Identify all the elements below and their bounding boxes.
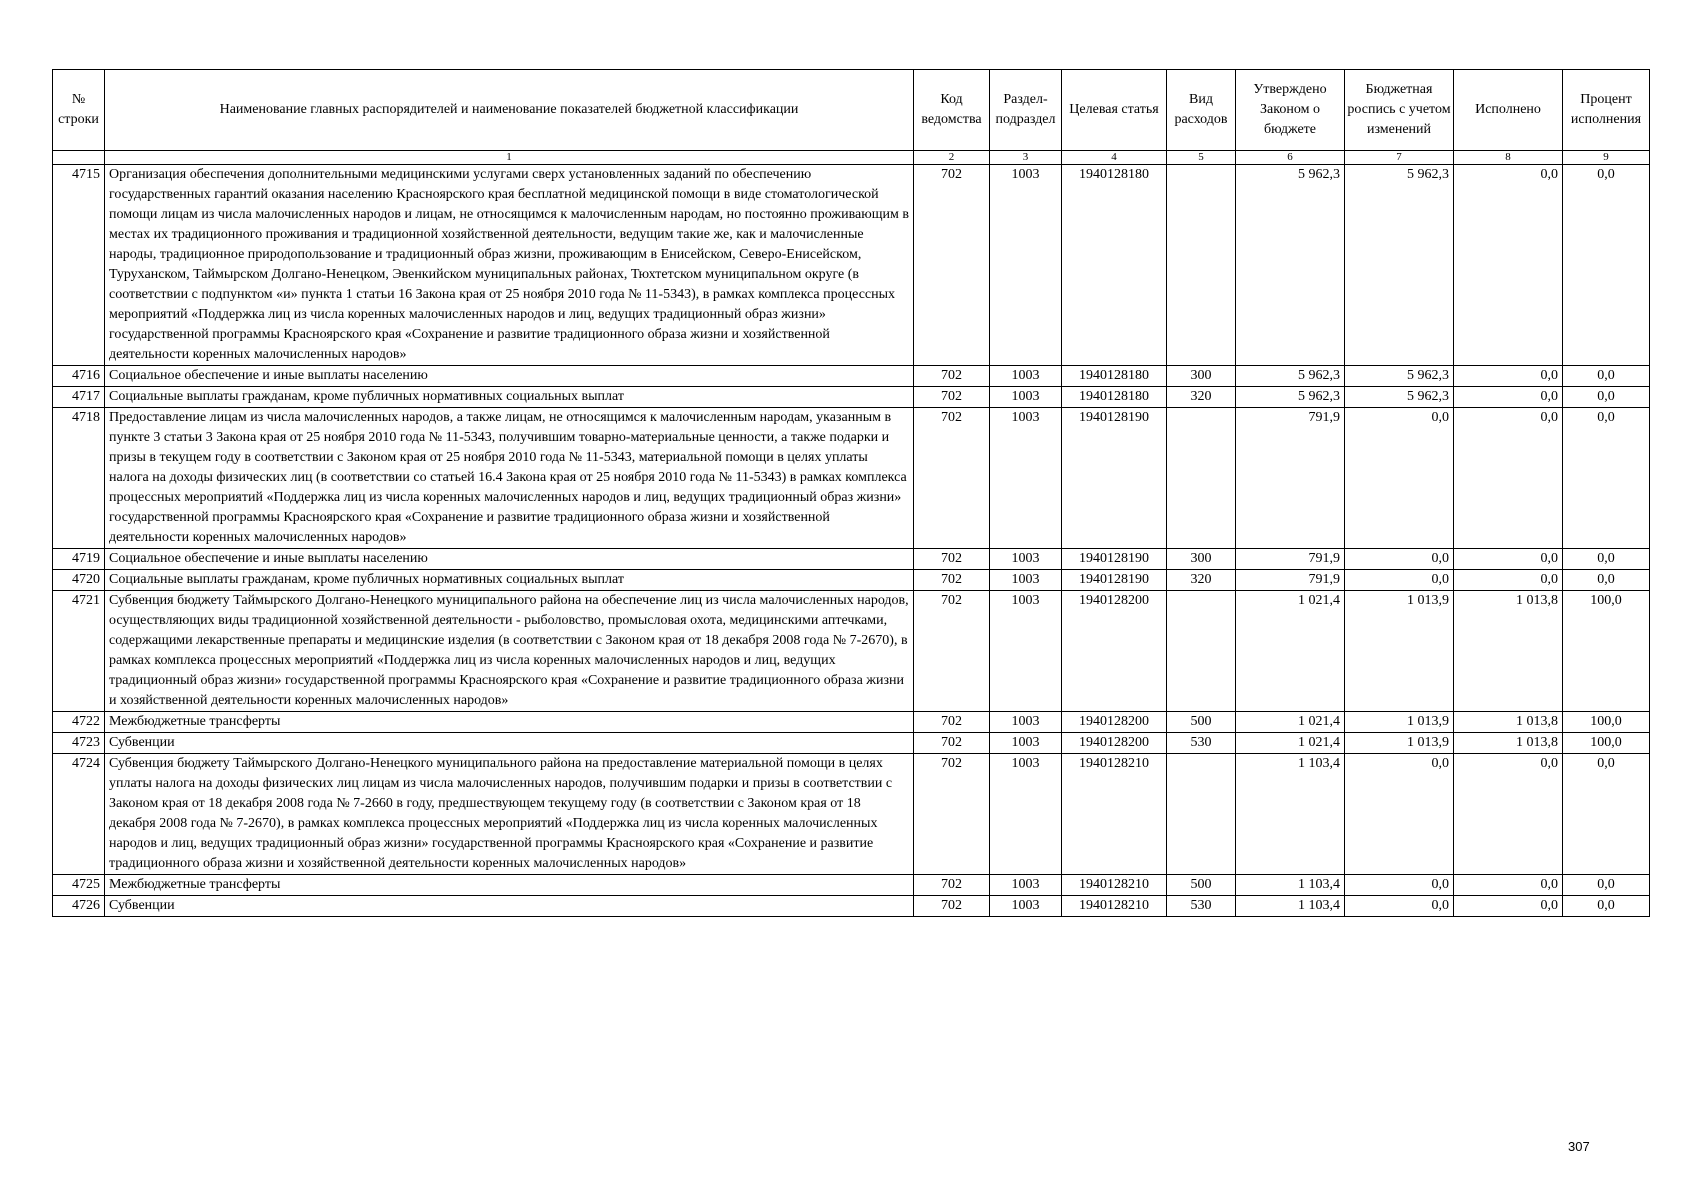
column-number: 5 [1167,151,1236,165]
executed-amount: 1 013,8 [1454,733,1563,754]
header-name: Наименование главных распорядителей и наименование показателей бюджетной классификации [105,70,914,151]
table-row [53,366,1650,387]
header-expense-type: Вид расходов [1167,70,1236,151]
execution-percent: 0,0 [1563,366,1650,387]
section-code: 1003 [990,165,1062,366]
target-article: 1940128210 [1062,896,1167,917]
page-number: 307 [1568,1139,1590,1154]
expense-type [1167,591,1236,712]
department-code: 702 [914,754,990,875]
expense-type [1167,165,1236,366]
schedule-amount: 5 962,3 [1345,366,1454,387]
table-row [53,165,1650,366]
header-executed: Исполнено [1454,70,1563,151]
table-header-row [53,70,1650,151]
table-row [53,896,1650,917]
row-name: Организация обеспечения дополнительными медицинскими услугами сверх установленных заданий по обеспечению государственных гарантий оказания населению Красноярского края бесплатной медицинской помощи в виде стоматологической помощи лицам из числа малочисленных народов и лицам, не относящимся к малочисленным народам, но постоянно проживающим в местах их традиционного проживания и традиционной хозяйственной деятельности, ведущим такие же, как и малочисленные народы, традиционное природопользование и традиционный образ жизни, проживающим в Енисейском, Северо-Енисейском, Туруханском, Таймырском Долгано-Ненецком, Эвенкийском муниципальных районах, Тюхтетском муниципальном округе (в соответствии с подпунктом «и» пункта 1 статьи 16 Закона края от 25 ноября 2010 года № 11-5343), в рамках комплекса процессных мероприятий «Поддержка лиц из числа коренных малочисленных народов и лиц, ведущих традиционный образ жизни» государственной программы Красноярского края «Сохранение и развитие традиционного образа жизни и хозяйственной деятельности коренных малочисленных народов» [105,165,914,366]
department-code: 702 [914,712,990,733]
row-name: Субвенция бюджету Таймырского Долгано-Ненецкого муниципального района на обеспечение лиц из числа малочисленных народов, осуществляющих виды традиционной хозяйственной деятельности - рыболовство, промысловая охота, медицинскими аптечками, содержащими лекарственные препараты и медицинские изделия (в соответствии с Законом края от 18 декабря 2008 года № 7-2670), в рамках комплекса процессных мероприятий «Поддержка лиц из числа коренных малочисленных народов и лиц, ведущих традиционный образ жизни» государственной программы Красноярского края «Сохранение и развитие традиционного образа жизни и хозяйственной деятельности коренных малочисленных народов» [105,591,914,712]
table-row [53,754,1650,875]
schedule-amount: 5 962,3 [1345,165,1454,366]
target-article: 1940128200 [1062,712,1167,733]
table-row [53,549,1650,570]
execution-percent: 0,0 [1563,165,1650,366]
row-name: Субвенции [105,896,914,917]
section-code: 1003 [990,733,1062,754]
column-number: 4 [1062,151,1167,165]
schedule-amount: 0,0 [1345,896,1454,917]
header-execution-percent: Процент исполнения [1563,70,1650,151]
row-name: Социальные выплаты гражданам, кроме публичных нормативных социальных выплат [105,570,914,591]
row-name: Субвенция бюджету Таймырского Долгано-Ненецкого муниципального района на предоставление материальной помощи в целях уплаты налога на доходы физических лиц лицам из числа малочисленных народов, получившим подарки и призы в соответствии с Законом края от 18 декабря 2008 года № 7-2660 в году, предшествующем текущему году (в соответствии с Законом края от 18 декабря 2008 года № 7-2670), в рамках комплекса процессных мероприятий «Поддержка лиц из числа коренных малочисленных народов и лиц, ведущих традиционный образ жизни» государственной программы Красноярского края «Сохранение и развитие традиционного образа жизни и хозяйственной деятельности коренных малочисленных народов» [105,754,914,875]
row-number: 4721 [53,591,105,712]
row-number: 4720 [53,570,105,591]
schedule-amount: 0,0 [1345,875,1454,896]
expense-type [1167,408,1236,549]
expense-type: 300 [1167,366,1236,387]
department-code: 702 [914,387,990,408]
row-number: 4715 [53,165,105,366]
approved-amount: 1 103,4 [1236,754,1345,875]
department-code: 702 [914,733,990,754]
department-code: 702 [914,549,990,570]
executed-amount: 0,0 [1454,754,1563,875]
approved-amount: 5 962,3 [1236,165,1345,366]
section-code: 1003 [990,570,1062,591]
approved-amount: 1 021,4 [1236,712,1345,733]
column-number: 7 [1345,151,1454,165]
target-article: 1940128200 [1062,733,1167,754]
table-row [53,591,1650,712]
schedule-amount: 0,0 [1345,408,1454,549]
row-number: 4724 [53,754,105,875]
schedule-amount: 1 013,9 [1345,712,1454,733]
row-number: 4716 [53,366,105,387]
section-code: 1003 [990,591,1062,712]
execution-percent: 0,0 [1563,754,1650,875]
row-number: 4726 [53,896,105,917]
column-number: 8 [1454,151,1563,165]
row-name: Предоставление лицам из числа малочисленных народов, а также лицам, не относящимся к малочисленным народам, указанным в пункте 3 статьи 3 Закона края от 25 ноября 2010 года № 11-5343, получившим товарно-материальные ценности, а также подарки и призы в текущем году в соответствии с Законом края от 25 ноября 2010 года № 11-5343, материальной помощи в целях уплаты налога на доходы физических лиц (в соответствии со статьей 16.4 Закона края от 25 ноября 2010 года № 11-5343) в рамках комплекса процессных мероприятий «Поддержка лиц из числа коренных малочисленных народов и лиц, ведущих традиционный образ жизни» государственной программы Красноярского края «Сохранение и развитие традиционного образа жизни и хозяйственной деятельности коренных малочисленных народов» [105,408,914,549]
execution-percent: 0,0 [1563,896,1650,917]
section-code: 1003 [990,549,1062,570]
department-code: 702 [914,408,990,549]
section-code: 1003 [990,896,1062,917]
section-code: 1003 [990,712,1062,733]
approved-amount: 791,9 [1236,408,1345,549]
schedule-amount: 0,0 [1345,754,1454,875]
department-code: 702 [914,591,990,712]
schedule-amount: 0,0 [1345,570,1454,591]
target-article: 1940128190 [1062,549,1167,570]
table-row [53,712,1650,733]
row-name: Социальные выплаты гражданам, кроме публичных нормативных социальных выплат [105,387,914,408]
execution-percent: 100,0 [1563,733,1650,754]
table-row [53,570,1650,591]
expense-type [1167,754,1236,875]
schedule-amount: 5 962,3 [1345,387,1454,408]
approved-amount: 1 021,4 [1236,591,1345,712]
target-article: 1940128180 [1062,366,1167,387]
target-article: 1940128180 [1062,387,1167,408]
row-name: Межбюджетные трансферты [105,875,914,896]
approved-amount: 791,9 [1236,570,1345,591]
executed-amount: 0,0 [1454,549,1563,570]
department-code: 702 [914,896,990,917]
executed-amount: 0,0 [1454,875,1563,896]
executed-amount: 0,0 [1454,896,1563,917]
schedule-amount: 0,0 [1345,549,1454,570]
approved-amount: 1 021,4 [1236,733,1345,754]
header-target-article: Целевая статья [1062,70,1167,151]
section-code: 1003 [990,754,1062,875]
executed-amount: 1 013,8 [1454,712,1563,733]
table-row [53,408,1650,549]
row-number: 4722 [53,712,105,733]
column-number: 9 [1563,151,1650,165]
execution-percent: 0,0 [1563,408,1650,549]
target-article: 1940128180 [1062,165,1167,366]
department-code: 702 [914,570,990,591]
column-number: 3 [990,151,1062,165]
approved-amount: 1 103,4 [1236,875,1345,896]
executed-amount: 0,0 [1454,366,1563,387]
schedule-amount: 1 013,9 [1345,733,1454,754]
execution-percent: 100,0 [1563,591,1650,712]
row-name: Субвенции [105,733,914,754]
approved-amount: 1 103,4 [1236,896,1345,917]
expense-type: 300 [1167,549,1236,570]
row-name: Социальное обеспечение и иные выплаты населению [105,549,914,570]
target-article: 1940128210 [1062,754,1167,875]
executed-amount: 0,0 [1454,165,1563,366]
department-code: 702 [914,366,990,387]
budget-table [52,69,1650,917]
header-approved: Утверждено Законом о бюджете [1236,70,1345,151]
target-article: 1940128200 [1062,591,1167,712]
execution-percent: 0,0 [1563,875,1650,896]
expense-type: 530 [1167,733,1236,754]
executed-amount: 0,0 [1454,387,1563,408]
table-body [53,165,1650,917]
column-number: 2 [914,151,990,165]
execution-percent: 100,0 [1563,712,1650,733]
expense-type: 530 [1167,896,1236,917]
column-number [53,151,105,165]
expense-type: 500 [1167,712,1236,733]
target-article: 1940128190 [1062,408,1167,549]
table-row [53,733,1650,754]
row-number: 4718 [53,408,105,549]
approved-amount: 5 962,3 [1236,387,1345,408]
row-number: 4719 [53,549,105,570]
expense-type: 320 [1167,570,1236,591]
header-department-code: Код ведомства [914,70,990,151]
section-code: 1003 [990,366,1062,387]
approved-amount: 791,9 [1236,549,1345,570]
approved-amount: 5 962,3 [1236,366,1345,387]
row-number: 4717 [53,387,105,408]
department-code: 702 [914,875,990,896]
header-budget-schedule: Бюджетная роспись с учетом изменений [1345,70,1454,151]
executed-amount: 1 013,8 [1454,591,1563,712]
column-numbers-row [53,151,1650,165]
section-code: 1003 [990,387,1062,408]
row-name: Социальное обеспечение и иные выплаты населению [105,366,914,387]
target-article: 1940128210 [1062,875,1167,896]
execution-percent: 0,0 [1563,387,1650,408]
department-code: 702 [914,165,990,366]
column-number: 6 [1236,151,1345,165]
row-name: Межбюджетные трансферты [105,712,914,733]
executed-amount: 0,0 [1454,408,1563,549]
table-row [53,387,1650,408]
header-section: Раздел-подраздел [990,70,1062,151]
expense-type: 320 [1167,387,1236,408]
target-article: 1940128190 [1062,570,1167,591]
row-number: 4723 [53,733,105,754]
section-code: 1003 [990,875,1062,896]
executed-amount: 0,0 [1454,570,1563,591]
table-row [53,875,1650,896]
row-number: 4725 [53,875,105,896]
column-number: 1 [105,151,914,165]
execution-percent: 0,0 [1563,570,1650,591]
schedule-amount: 1 013,9 [1345,591,1454,712]
section-code: 1003 [990,408,1062,549]
execution-percent: 0,0 [1563,549,1650,570]
expense-type: 500 [1167,875,1236,896]
header-row-number: № строки [53,70,105,151]
